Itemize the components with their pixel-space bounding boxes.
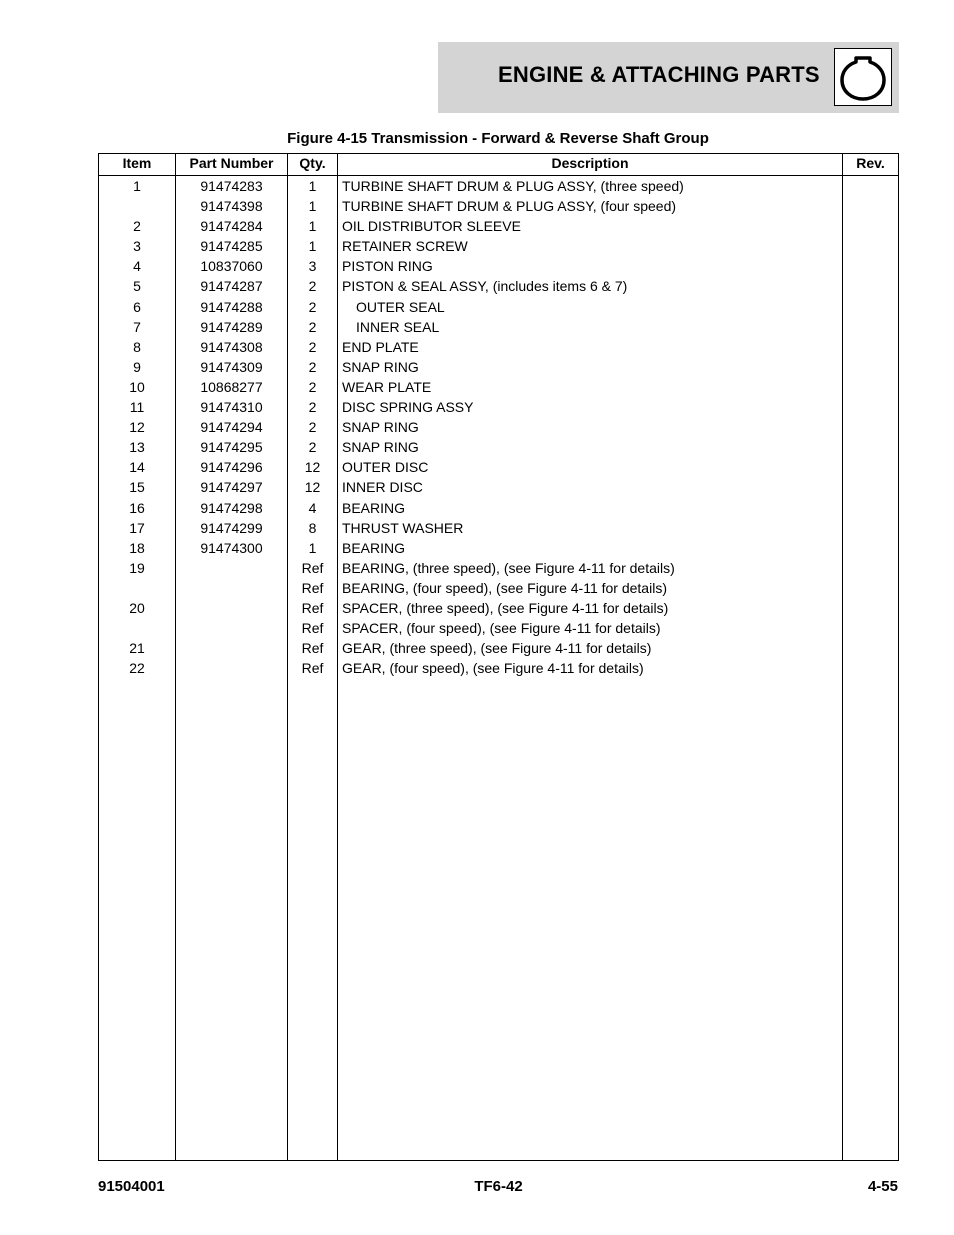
part-number-cell: 91474308 <box>200 338 263 355</box>
part-number-cell: 91474398 <box>200 198 263 215</box>
item-cell: 12 <box>129 419 145 436</box>
qty-cell: 2 <box>308 338 317 355</box>
qty-cell: 2 <box>308 278 317 295</box>
part-number-cell: 91474294 <box>200 419 263 436</box>
table-row <box>99 598 898 618</box>
qty-cell: 1 <box>308 218 317 235</box>
table-row <box>99 477 898 497</box>
page-number: 4-55 <box>867 1178 898 1195</box>
table-row <box>99 337 898 357</box>
part-number-cell: 91474283 <box>200 178 263 194</box>
description-cell: OIL DISTRIBUTOR SLEEVE <box>342 218 521 235</box>
qty-cell: 2 <box>308 419 317 436</box>
table-row <box>99 417 898 437</box>
qty-cell: 1 <box>308 178 317 194</box>
part-number-cell: 91474298 <box>200 499 263 516</box>
table-row <box>99 518 898 538</box>
item-cell: 13 <box>129 439 145 456</box>
qty-cell: Ref <box>301 660 324 677</box>
description-cell: INNER SEAL <box>356 318 440 335</box>
part-number-cell: 91474287 <box>200 278 263 295</box>
description-cell: DISC SPRING ASSY <box>342 399 474 416</box>
description-cell: RETAINER SCREW <box>342 238 468 255</box>
qty-cell: 3 <box>308 258 317 275</box>
table-row <box>99 618 898 638</box>
qty-cell: 2 <box>308 358 317 375</box>
part-number-cell: 10837060 <box>200 258 263 275</box>
description-cell: SNAP RING <box>342 419 419 436</box>
table-row <box>99 578 898 598</box>
column-header-qty: Qty. <box>299 155 326 171</box>
table-row <box>99 457 898 477</box>
qty-cell: 1 <box>308 198 317 215</box>
description-cell: SPACER, (three speed), (see Figure 4-11 for details) <box>342 599 669 616</box>
item-cell: 8 <box>133 338 141 355</box>
table-body <box>99 176 898 678</box>
qty-cell: 2 <box>308 399 317 416</box>
figure-title: Figure 4-15 Transmission - Forward & Reverse Shaft Group <box>287 130 709 147</box>
part-number-cell: 91474299 <box>200 519 263 536</box>
item-cell: 22 <box>129 660 145 677</box>
item-cell: 9 <box>133 358 141 375</box>
qty-cell: 2 <box>308 439 317 456</box>
part-number-cell: 91474300 <box>200 539 263 556</box>
table-row <box>99 297 898 317</box>
description-cell: PISTON RING <box>342 258 433 275</box>
description-cell: THRUST WASHER <box>342 519 464 536</box>
description-cell: END PLATE <box>342 338 419 355</box>
part-number-cell: 91474309 <box>200 358 263 375</box>
item-cell: 11 <box>129 399 145 416</box>
qty-cell: 12 <box>304 479 321 496</box>
section-header <box>438 42 899 113</box>
description-cell: TURBINE SHAFT DRUM & PLUG ASSY, (three speed) <box>342 178 684 194</box>
qty-cell: Ref <box>301 559 324 576</box>
qty-cell: Ref <box>301 579 324 596</box>
table-row <box>99 256 898 276</box>
section-title: ENGINE & ATTACHING PARTS <box>498 62 820 87</box>
table-row <box>99 176 898 196</box>
parts-table <box>98 153 899 1161</box>
table-row <box>99 397 898 417</box>
qty-cell: Ref <box>301 599 324 616</box>
item-cell: 19 <box>129 559 145 576</box>
item-cell: 15 <box>129 479 145 496</box>
description-cell: INNER DISC <box>342 479 423 496</box>
table-row <box>99 357 898 377</box>
part-number-cell: 91474297 <box>200 479 263 496</box>
description-cell: SNAP RING <box>342 439 419 456</box>
description-cell: SPACER, (four speed), (see Figure 4-11 for details) <box>342 620 661 637</box>
part-number-cell: 91474288 <box>200 298 263 315</box>
item-cell: 3 <box>133 238 141 255</box>
item-cell: 21 <box>129 640 145 657</box>
qty-cell: 12 <box>304 459 321 476</box>
table-row <box>99 216 898 236</box>
part-number-cell: 91474295 <box>200 439 263 456</box>
description-cell: SNAP RING <box>342 358 419 375</box>
description-cell: WEAR PLATE <box>342 378 432 395</box>
item-cell: 2 <box>133 218 141 235</box>
table-row <box>99 196 898 216</box>
item-cell: 4 <box>133 258 141 275</box>
part-number-cell: 10868277 <box>200 378 263 395</box>
description-cell: OUTER SEAL <box>356 298 445 315</box>
description-cell: BEARING, (four speed), (see Figure 4-11 for details) <box>342 579 667 596</box>
qty-cell: 4 <box>308 499 317 516</box>
doc-number: 91504001 <box>98 1178 165 1195</box>
table-row <box>99 437 898 457</box>
description-cell: TURBINE SHAFT DRUM & PLUG ASSY, (four speed) <box>342 198 677 215</box>
column-header-part-number: Part Number <box>189 155 274 171</box>
qty-cell: 1 <box>308 238 317 255</box>
qty-cell: 1 <box>308 539 317 556</box>
table-row <box>99 638 898 658</box>
description-cell: GEAR, (three speed), (see Figure 4-11 for details) <box>342 640 652 657</box>
item-cell: 7 <box>133 318 141 335</box>
description-cell: BEARING <box>342 539 406 556</box>
description-cell: BEARING, (three speed), (see Figure 4-11 for details) <box>342 559 675 576</box>
column-header-rev: Rev. <box>856 155 885 171</box>
qty-cell: Ref <box>301 620 324 637</box>
part-number-cell: 91474296 <box>200 459 263 476</box>
table-row <box>99 498 898 518</box>
qty-cell: 2 <box>308 298 317 315</box>
description-cell: PISTON & SEAL ASSY, (includes items 6 & 7) <box>342 278 628 295</box>
item-cell: 6 <box>133 298 141 315</box>
table-row <box>99 658 898 678</box>
table-row <box>99 558 898 578</box>
item-cell: 14 <box>129 459 145 476</box>
item-cell: 18 <box>129 539 145 556</box>
engine-icon <box>834 48 892 106</box>
table-row <box>99 317 898 337</box>
description-cell: OUTER DISC <box>342 459 429 476</box>
part-number-cell: 91474284 <box>200 218 263 235</box>
item-cell: 10 <box>129 378 145 395</box>
qty-cell: 2 <box>308 318 317 335</box>
qty-cell: 8 <box>308 519 317 536</box>
item-cell: 16 <box>129 499 145 516</box>
item-cell: 17 <box>129 519 145 536</box>
column-header-description: Description <box>551 155 629 171</box>
part-number-cell: 91474289 <box>200 318 263 335</box>
model-number: TF6-42 <box>474 1178 523 1195</box>
table-row <box>99 377 898 397</box>
description-cell: GEAR, (four speed), (see Figure 4-11 for details) <box>342 660 644 677</box>
item-cell: 1 <box>133 178 141 194</box>
table-row <box>99 276 898 296</box>
qty-cell: 2 <box>308 378 317 395</box>
part-number-cell: 91474310 <box>200 399 263 416</box>
table-row <box>99 538 898 558</box>
description-cell: BEARING <box>342 499 406 516</box>
part-number-cell: 91474285 <box>200 238 263 255</box>
item-cell: 20 <box>129 599 145 616</box>
qty-cell: Ref <box>301 640 324 657</box>
item-cell: 5 <box>133 278 141 295</box>
column-header-item: Item <box>122 155 152 171</box>
table-row <box>99 236 898 256</box>
table-header <box>99 154 898 176</box>
